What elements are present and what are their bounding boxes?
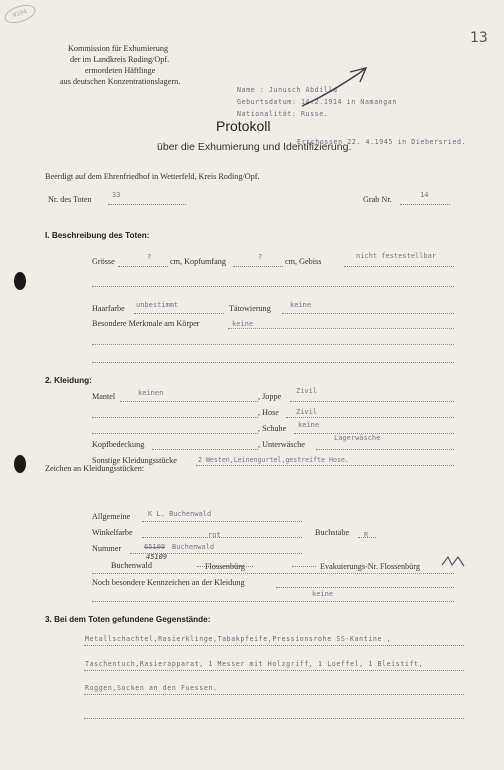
underwear-value: Lagerwäsche bbox=[334, 434, 381, 442]
commission-line-2: der im Landkreis Roding/Opf. bbox=[70, 55, 170, 64]
grave-number-value: 14 bbox=[420, 191, 429, 199]
camp-flossenburg: Flossenbürg bbox=[205, 562, 245, 571]
commission-line-4: aus deutschen Konzentrationslagern. bbox=[60, 77, 181, 86]
dead-number-label: Nr. des Toten bbox=[48, 195, 92, 204]
size-value: ? bbox=[147, 253, 152, 261]
jacket-value: Zivil bbox=[296, 387, 318, 395]
letter-value: R bbox=[364, 531, 369, 539]
items-line-1: Metallschachtel,Rasierklinge,Tabakpfeife,Pressionsrohe SS-Kantine , bbox=[85, 635, 392, 643]
punch-hole-top bbox=[14, 272, 26, 290]
head-circumference-value: ? bbox=[258, 253, 263, 261]
section1-title: I. Beschreibung des Toten: bbox=[45, 231, 150, 240]
underwear-label: , Unterwäsche bbox=[258, 440, 305, 449]
section3-title: 3. Bei dem Toten gefundene Gegenstände: bbox=[45, 615, 211, 624]
teeth-label: cm, Gebiss bbox=[285, 257, 322, 266]
other-marks-value: keine bbox=[312, 590, 334, 598]
other-marks-label: Noch besondere Kennzeichen an der Kleidung bbox=[92, 578, 245, 587]
burial-text: Beerdigt auf dem Ehrenfriedhof in Wetterfeld, Kreis Roding/Opf. bbox=[45, 172, 260, 181]
page-number: 13 bbox=[470, 30, 488, 46]
coat-value: keinen bbox=[138, 389, 164, 397]
trousers-label: , Hose bbox=[258, 408, 279, 417]
typed-name: Name : Junusch Abdilla bbox=[237, 86, 338, 94]
camp-buchenwald: Buchenwald bbox=[111, 561, 152, 570]
shoes-label: , Schuhe bbox=[258, 424, 287, 433]
hair-color-label: Haarfarbe bbox=[92, 304, 125, 313]
commission-line-1: Kommission für Exhumierung bbox=[68, 44, 169, 53]
general-marks-value: K L. Buchenwald bbox=[148, 510, 212, 518]
angle-color-value: rot bbox=[208, 531, 221, 539]
clothing-marks-heading: Zeichen an Kleidungsstücken: bbox=[45, 464, 145, 473]
hair-color-value: unbestimmt bbox=[136, 301, 179, 309]
jacket-label: , Joppe bbox=[258, 392, 282, 401]
punch-hole-bottom bbox=[14, 455, 26, 473]
commission-line-3: ermordeten Häftlinge bbox=[85, 66, 156, 75]
size-label: Grösse bbox=[92, 257, 115, 266]
tattoo-value: keine bbox=[290, 301, 312, 309]
marks-value: keine bbox=[232, 320, 254, 328]
head-circumference-label: cm, Kopfumfang bbox=[170, 257, 226, 266]
number-value: Buchenwald bbox=[172, 543, 215, 551]
typed-birthdate: Geburtsdatum: 14.2.1914 in Namangan bbox=[237, 98, 397, 106]
teeth-value: nicht festestellbar bbox=[356, 252, 437, 260]
number-label: Nummer bbox=[92, 544, 122, 553]
typed-shot: Erschossen 22. 4.1945 in Diebersried. bbox=[297, 138, 467, 146]
section2-title: 2. Kleidung: bbox=[45, 376, 92, 385]
letter-label: Buchstabe bbox=[315, 528, 350, 537]
items-line-2: Taschentuch,Rasierapparat, 1 Messer mit Holzgriff, 1 Loeffel, 1 Bleistift, bbox=[85, 660, 424, 668]
protocol-subtitle: über die Exhumierung und Identifizierung. bbox=[157, 141, 352, 153]
trousers-value: Zivil bbox=[296, 408, 318, 416]
other-clothing-value: 2 Westen,Leinengurtel,gestreifte Hose. bbox=[198, 456, 349, 464]
general-marks-label: Allgemeine bbox=[92, 512, 131, 521]
tattoo-label: Tätowierung bbox=[229, 304, 271, 313]
headwear-label: Kopfbedeckung bbox=[92, 440, 145, 449]
grave-number-label: Grab Nr. bbox=[363, 195, 392, 204]
angle-color-label: Winkelfarbe bbox=[92, 528, 133, 537]
other-clothing-label: Sonstige Kleidungsstücke bbox=[92, 456, 177, 465]
dead-number-value: 33 bbox=[112, 191, 121, 199]
protocol-title: Protokoll bbox=[216, 118, 271, 134]
typed-nationality: Nationalität: Russe. bbox=[237, 110, 329, 118]
archive-stamp: W104 bbox=[2, 1, 37, 26]
marks-label: Besondere Merkmale am Körper bbox=[92, 319, 200, 328]
number-struck-value: 65109 bbox=[144, 543, 166, 551]
evacuation-number: Evakuierungs-Nr. Flossenbürg bbox=[320, 562, 420, 571]
scribble-mark bbox=[440, 553, 466, 569]
shoes-value: keine bbox=[298, 421, 320, 429]
items-line-3: Roggen,Socken an den Fuessen. bbox=[85, 684, 218, 692]
pen-stroke-mark bbox=[300, 62, 380, 112]
number-handwritten: 45109 bbox=[146, 553, 168, 561]
coat-label: Mantel bbox=[92, 392, 116, 401]
